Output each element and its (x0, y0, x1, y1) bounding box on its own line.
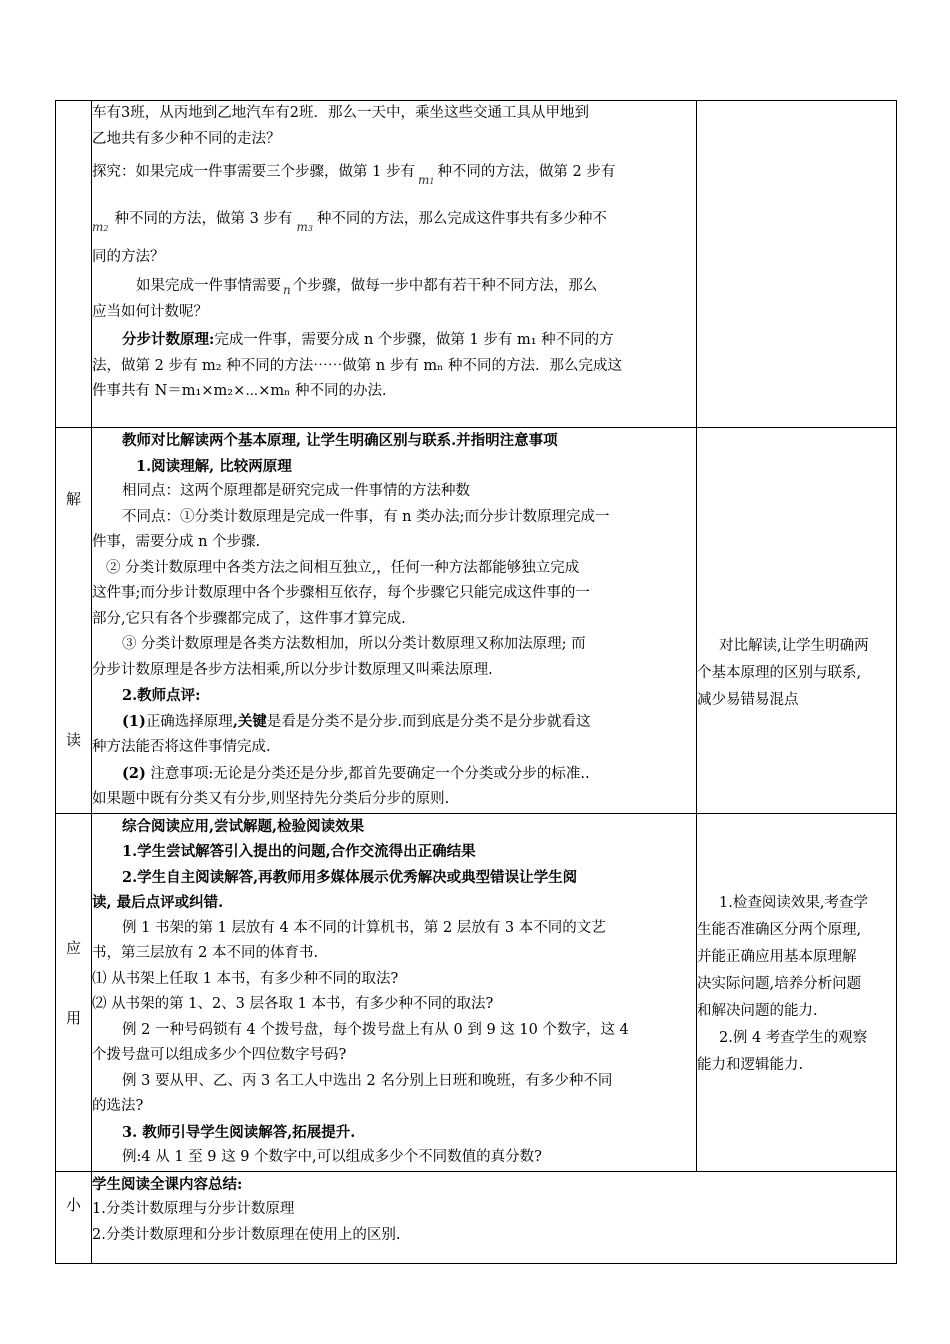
point2-line-3: 部分,它只有各个步骤都完成了，这件事才算完成. (92, 610, 406, 627)
comment2-text: 注意事项:无论是分类还是分步,都首先要确定一个分类或分步的标准.. (145, 765, 590, 782)
explore-text-a: 探究：如果完成一件事需要三个步骤，做第 1 步有 (92, 164, 415, 180)
side-label-jie: 解 (65, 490, 81, 508)
example1-line-1: 例 1 书架的第 1 层放有 4 本不同的计算机书，第 2 层放有 3 本不同的文艺 (122, 919, 606, 936)
principle-line-2: 法，做第 2 步有 m₂ 种不同的方法⋯⋯做第 n 步有 mₙ 种不同的方法．那么完成这 (92, 357, 623, 374)
sub-2: 2 (103, 224, 109, 233)
row-intro-content (92, 101, 697, 428)
comment1-line-1 (92, 709, 696, 736)
explore-line-3: 同的方法？ (92, 249, 165, 265)
var-m2: m (92, 220, 104, 234)
comment2-line-2: 如果题中既有分类又有分步,则坚持先分类后分步的原则. (92, 791, 450, 807)
side-label-yong: 用 (65, 1008, 81, 1027)
comment1-c: 是看是分类不是分步.而到底是分类不是分步就看这 (266, 713, 591, 730)
interpret-heading: 教师对比解读两个基本原理, 让学生明确区别与联系.并指明注意事项 (122, 432, 558, 449)
apply-note-7: 能力和逻辑能力. (697, 1056, 804, 1073)
point3-line-1: ③ 分类计数原理是各类方法数相加，所以分类计数原理又称加法原理; 而 (122, 636, 586, 652)
apply-heading: 综合阅读应用,尝试解题,检验阅读效果 (122, 817, 365, 835)
side-label-ying: 应 (65, 938, 81, 957)
intro-line-1: 车有3班，从丙地到乙地汽车有2班．那么一天中，乘坐这些交通工具从甲地到 (92, 105, 589, 121)
question-text-a: 如果完成一件事情需要 (136, 278, 281, 294)
var-m3: m (296, 220, 308, 234)
point2-line-1: ② 分类计数原理中各类方法之间相互独立,，任何一种方法都能够独立完成 (106, 559, 580, 576)
apply-step2-line-1: 2.学生自主阅读解答,再教师用多媒体展示优秀解决或典型错误让学生阅 (122, 868, 578, 886)
question-text-b: 个步骤，做每一步中都有若干种不同方法，那么 (292, 278, 598, 294)
interpret-sub2: 2.教师点评: (122, 687, 201, 704)
row-interpret-content (92, 428, 697, 814)
apply-note-1: 1.检查阅读效果,考查学 (719, 894, 868, 911)
row-interpret (56, 428, 897, 814)
row-apply-side (56, 813, 92, 1171)
apply-step1: 1.学生尝试解答引入提出的问题,合作交流得出正确结果 (122, 843, 476, 860)
interpret-note-3: 减少易错易混点 (697, 692, 799, 708)
side-label-xiao: 小 (65, 1195, 81, 1214)
example3-line-1: 例 3 要从甲、乙、丙 3 名工人中选出 2 名分别上日班和晚班，有多少种不同 (122, 1072, 613, 1089)
explore-text-c: 种不同的方法，做第 3 步有 (114, 211, 293, 227)
principle-line-3: 件事共有 N＝m₁×m₂×⋯×mₙ 种不同的办法． (92, 383, 397, 399)
example3-line-2: 的选法? (92, 1098, 144, 1114)
question-line-2: 应当如何计数呢？ (92, 303, 208, 320)
explore-text-b: 种不同的方法，做第 2 步有 (437, 164, 616, 180)
intro-line-2: 乙地共有多少种不同的走法？ (92, 130, 281, 147)
apply-note-3: 并能正确应用基本原理解 (697, 948, 857, 965)
principle-line-1 (92, 327, 696, 354)
point2-line-2: 这件事;而分步计数原理中各个步骤相互依存，每个步骤它只能完成这件事的一 (92, 585, 590, 601)
explore-line-1 (92, 152, 696, 194)
summary-line-1: 1.分类计数原理与分步计数原理 (92, 1201, 295, 1217)
apply-note-2: 生能否准确区分两个原理, (697, 921, 862, 938)
comment1-num: (1) (122, 712, 146, 730)
same-points: 相同点：这两个原理都是研究完成一件事情的方法种数 (122, 483, 470, 499)
example2-line-1: 例 2 一种号码锁有 4 个拨号盘，每个拨号盘上有从 0 到 9 这 10 个数字，这 4 (122, 1021, 629, 1038)
example1-q1: ⑴ 从书架上任取 1 本书，有多少种不同的取法? (92, 970, 399, 987)
principle-title: 分步计数原理: (122, 331, 215, 348)
interpret-note-2: 个基本原理的区别与联系, (697, 665, 862, 681)
summary-heading: 学生阅读全课内容总结: (92, 1175, 243, 1193)
row-interpret-note (697, 428, 897, 814)
apply-step3 (92, 1120, 696, 1146)
var-m1: m (417, 173, 430, 187)
summary-line-2: 2.分类计数原理和分步计数原理在使用上的区别. (92, 1226, 401, 1243)
comment2-line-1 (92, 761, 696, 788)
apply-step3-text: 教师引导学生阅读解答,拓展提升. (142, 1123, 356, 1141)
diff-line-2: 件事，需要分成 n 个步骤. (92, 534, 261, 550)
comment2-num: (2) (122, 764, 146, 782)
side-label-du: 读 (65, 731, 81, 749)
row-summary-side (56, 1171, 92, 1263)
example4: 例:4 从 1 至 9 这 9 个数字中,可以组成多少个不同数值的真分数? (122, 1149, 542, 1165)
question-line-1 (92, 274, 696, 300)
example1-q2: ⑵ 从书架的第 1、2、3 层各取 1 本书，有多少种不同的取法? (92, 996, 494, 1012)
explore-line-2 (92, 194, 696, 246)
row-interpret-side (56, 428, 92, 814)
comment1-b: ,关键 (232, 712, 267, 730)
comment1-a: 正确选择原理 (145, 713, 233, 730)
point3-line-2: 分步计数原理是各步方法相乘,所以分步计数原理又叫乘法原理. (92, 661, 493, 678)
comment1-line-2: 种方法能否将这件事情完成. (92, 739, 271, 755)
row-apply-content (92, 813, 697, 1171)
row-apply-note (697, 813, 897, 1171)
lesson-plan-table (55, 100, 897, 1264)
row-intro-side (56, 101, 92, 428)
apply-step2-line-2: 读, 最后点评或纠错. (92, 894, 224, 911)
var-n: n (283, 283, 291, 297)
row-intro (56, 101, 897, 428)
interpret-sub1: 1.阅读理解, 比较两原理 (136, 457, 292, 475)
apply-note-6: 2.例 4 考查学生的观察 (719, 1029, 868, 1046)
apply-note-4: 决实际问题,培养分析问题 (697, 975, 862, 992)
sub-3: 3 (307, 224, 313, 233)
explore-text-d: 种不同的方法，那么完成这件事共有多少种不 (316, 211, 607, 227)
row-apply (56, 813, 897, 1171)
example2-line-2: 个拨号盘可以组成多少个四位数字号码? (92, 1047, 347, 1063)
row-intro-note (697, 101, 897, 428)
principle-text-1: 完成一件事，需要分成 n 个步骤，做第 1 步有 m₁ 种不同的方 (214, 332, 614, 348)
row-summary-content (92, 1171, 897, 1263)
sub-1: 1 (429, 177, 435, 186)
interpret-note-1: 对比解读,让学生明确两 (719, 638, 869, 654)
row-summary (56, 1171, 897, 1263)
diff-line-1: 不同点：①分类计数原理是完成一件事，有 n 类办法;而分步计数原理完成一 (122, 508, 610, 525)
example1-line-2: 书，第三层放有 2 本不同的体育书. (92, 945, 319, 961)
apply-note-5: 和解决问题的能力. (697, 1002, 818, 1019)
apply-step3-num: 3. (122, 1123, 138, 1141)
